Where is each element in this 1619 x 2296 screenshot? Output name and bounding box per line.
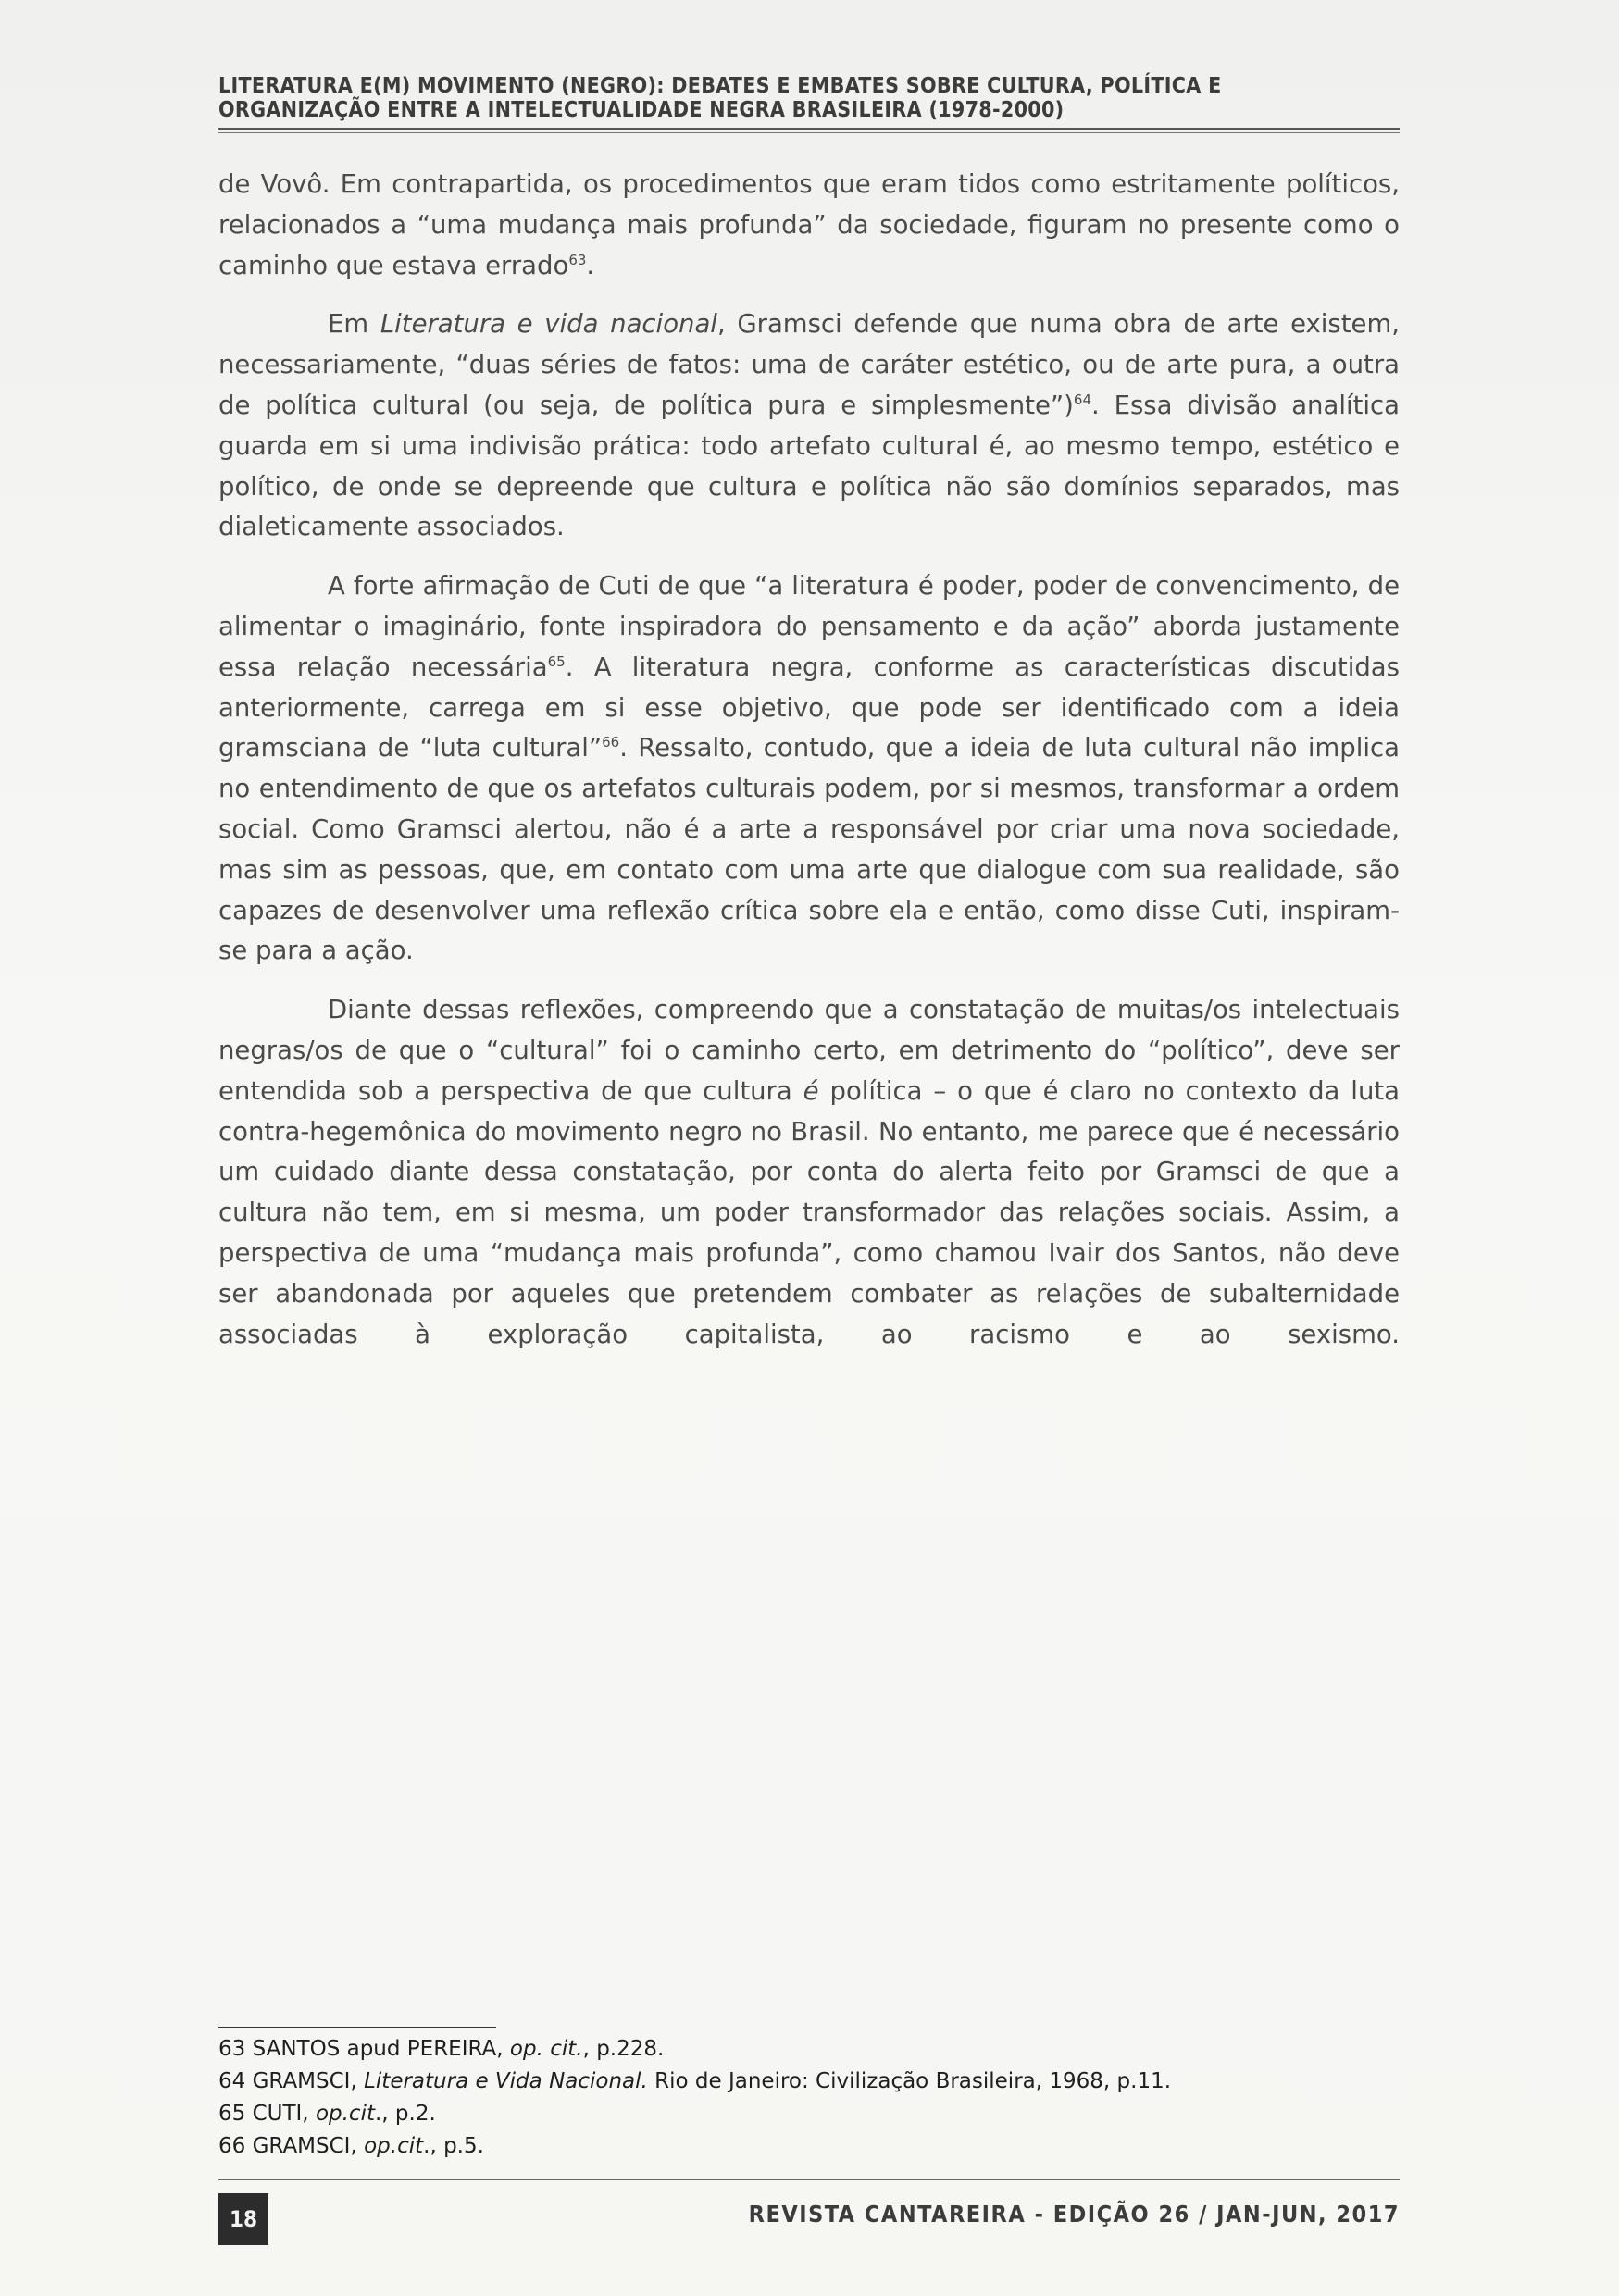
footnote-66: 66 GRAMSCI, op.cit., p.5. <box>218 2134 484 2158</box>
header-title-line-2: ORGANIZAÇÃO ENTRE A INTELECTUALIDADE NEGRA BRASILEIRA (1978-2000) <box>218 98 1065 122</box>
footnote-ref-65[interactable]: 65 <box>547 652 566 670</box>
footnote-63: 63 SANTOS apud PEREIRA, op. cit., p.228. <box>218 2037 665 2061</box>
footnote-65: 65 CUTI, op.cit., p.2. <box>218 2102 436 2126</box>
footnote-rule <box>218 2027 496 2028</box>
header-rule <box>218 128 1400 130</box>
footnote-ref-66[interactable]: 66 <box>602 734 620 751</box>
footnote-ref-64[interactable]: 64 <box>1073 391 1091 408</box>
header-title-line-1: LITERATURA E(M) MOVIMENTO (NEGRO): DEBATES E EMBATES SOBRE CULTURA, POLÍTICA E <box>218 74 1222 98</box>
book-title: Literatura e vida nacional <box>380 309 717 340</box>
paragraph-2: Em Literatura e vida nacional, Gramsci defende que numa obra de arte existem, necessariamente, “duas séries de fatos: uma de caráter estético, ou de arte pura, a outra de política cultural (ou seja, de política pura e simplesmente”)$^{64}$. Essa divisão analítica guarda em si uma indivisão prática: todo artefato cultural é, ao mesmo tempo, estético e político, de onde se depreende que cultura e política não são domínios separados, mas dialeticamente associados. <box>218 309 1401 542</box>
header-rule-thin <box>218 132 1400 133</box>
main-text <box>218 165 1400 1373</box>
paragraph-1: de Vovô. Em contrapartida, os procedimentos que eram tidos como estritamente políticos, relacionados a “uma mudança mais profunda” da sociedade, figuram no presente como o caminho que estava errado$^{63}$. <box>218 169 1400 280</box>
footer-rule <box>218 2179 1400 2180</box>
footnote-ref-63[interactable]: 63 <box>568 251 587 268</box>
running-header <box>218 74 1400 133</box>
footnote-64: 64 GRAMSCI, Literatura e Vida Nacional. Rio de Janeiro: Civilização Brasileira, 1968, p.11. <box>218 2069 1172 2093</box>
paragraph-3: A forte afirmação de Cuti de que “a literatura é poder, poder de convencimento, de alimentar o imaginário, fonte inspiradora do pensamento e da ação” aborda justamente essa relação necessária$^{65}$. A literatura negra, conforme as características discutidas anteriormente, carrega em si esse objetivo, que pode ser identificado com a ideia gramsciana de “luta cultural”$^{66}$. Ressalto, contudo, que a ideia de luta cultural não implica no entendimento de que os artefatos culturais podem, por si mesmos, transformar a ordem social. Como Gramsci alertou, não é a arte a responsável por criar uma nova sociedade, mas sim as pessoas, que, em contato com uma arte que dialogue com sua realidade, são capazes de desenvolver uma reflexão crítica sobre ela e então, como disse Cuti, inspiram-se para a ação. <box>218 571 1400 966</box>
page-number: 18 <box>218 2193 268 2245</box>
journal-footer: REVISTA CANTAREIRA - EDIÇÃO 26 / JAN-JUN, 2017 <box>748 2201 1400 2228</box>
emphasis: é <box>803 1075 819 1106</box>
footnotes <box>218 2027 1400 2163</box>
paragraph-4: Diante dessas reflexões, compreendo que a constatação de muitas/os intelectuais negras/os de que o “cultural” foi o caminho certo, em detrimento do “político”, deve ser entendida sob a perspectiva de que cultura é política – o que é claro no contexto da luta contra-hegemônica do movimento negro no Brasil. No entanto, me parece que é necessário um cuidado diante dessa constatação, por conta do alerta feito por Gramsci de que a cultura não tem, em si mesma, um poder transformador das relações sociais. Assim, a perspectiva de uma “mudança mais profunda”, como chamou Ivair dos Santos, não deve ser abandonada por aqueles que pretendem combater as relações de subalternidade associadas à exploração capitalista, ao racismo e ao sexismo. <box>218 995 1401 1349</box>
